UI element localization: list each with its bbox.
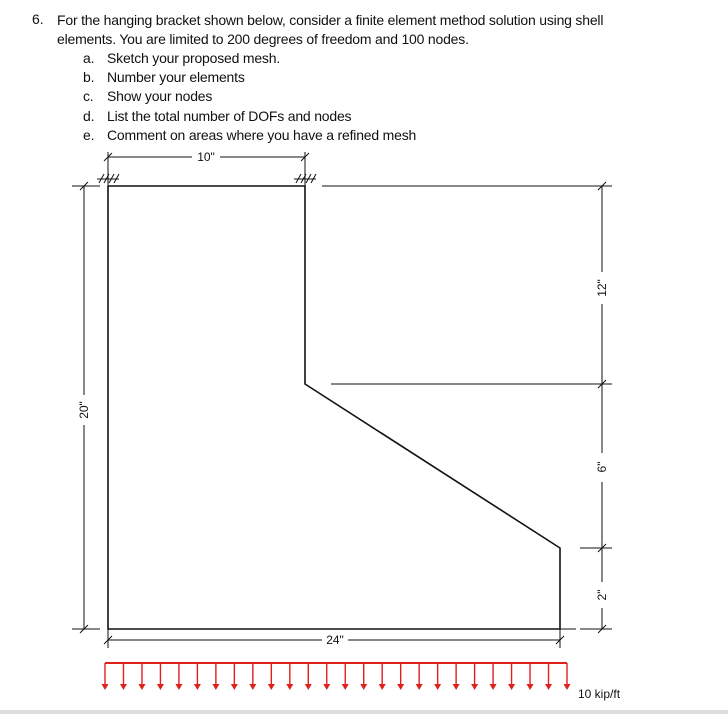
right-upper-label: 12" bbox=[595, 279, 609, 297]
load-arrowhead bbox=[360, 684, 367, 690]
load-arrowhead bbox=[471, 684, 478, 690]
task-label: c. bbox=[83, 88, 94, 104]
load-arrowhead bbox=[102, 684, 109, 690]
load-arrowhead bbox=[508, 684, 515, 690]
load-arrowhead bbox=[249, 684, 256, 690]
task-text: Sketch your proposed mesh. bbox=[107, 50, 281, 66]
task-text: Number your elements bbox=[107, 69, 245, 85]
task-text: Show your nodes bbox=[107, 88, 213, 104]
task-label: b. bbox=[83, 69, 95, 85]
load-arrowhead bbox=[527, 684, 534, 690]
load-arrowhead bbox=[194, 684, 201, 690]
load-label: 10 kip/ft bbox=[578, 687, 621, 701]
load-arrowhead bbox=[305, 684, 312, 690]
load-arrowhead bbox=[120, 684, 127, 690]
distributed-load bbox=[102, 663, 571, 690]
total-height-label: 20" bbox=[77, 401, 91, 419]
page-divider bbox=[0, 710, 728, 714]
load-arrowhead bbox=[286, 684, 293, 690]
load-arrowhead bbox=[212, 684, 219, 690]
question-prompt: For the hanging bracket shown below, consider a finite element method solution using shell elements. You are limited to 200 degrees of freedom and 100 nodes. bbox=[57, 12, 604, 47]
load-arrowhead bbox=[342, 684, 349, 690]
task-label: e. bbox=[83, 127, 95, 143]
right-dimension bbox=[322, 182, 612, 633]
load-arrowhead bbox=[323, 684, 330, 690]
load-arrowhead bbox=[434, 684, 441, 690]
load-arrowhead bbox=[138, 684, 145, 690]
load-arrowhead bbox=[564, 684, 571, 690]
bracket-outline bbox=[108, 186, 560, 629]
load-arrowhead bbox=[416, 684, 423, 690]
right-lower-label: 2" bbox=[595, 589, 609, 601]
load-arrowhead bbox=[490, 684, 497, 690]
question-number: 6. bbox=[32, 11, 44, 27]
task-label: a. bbox=[83, 50, 95, 66]
bottom-width-label: 24" bbox=[326, 633, 344, 647]
load-arrowhead bbox=[453, 684, 460, 690]
task-label: d. bbox=[83, 108, 95, 124]
right-middle-label: 6" bbox=[595, 461, 609, 473]
load-arrowhead bbox=[397, 684, 404, 690]
load-arrowhead bbox=[175, 684, 182, 690]
load-arrowhead bbox=[379, 684, 386, 690]
load-arrowhead bbox=[268, 684, 275, 690]
left-support-icon bbox=[97, 165, 119, 186]
task-text: Comment on areas where you have a refined mesh bbox=[107, 127, 417, 143]
load-arrowhead bbox=[545, 684, 552, 690]
task-text: List the total number of DOFs and nodes bbox=[107, 108, 352, 124]
load-arrowhead bbox=[157, 684, 164, 690]
top-width-label: 10" bbox=[197, 150, 215, 164]
load-arrowhead bbox=[231, 684, 238, 690]
